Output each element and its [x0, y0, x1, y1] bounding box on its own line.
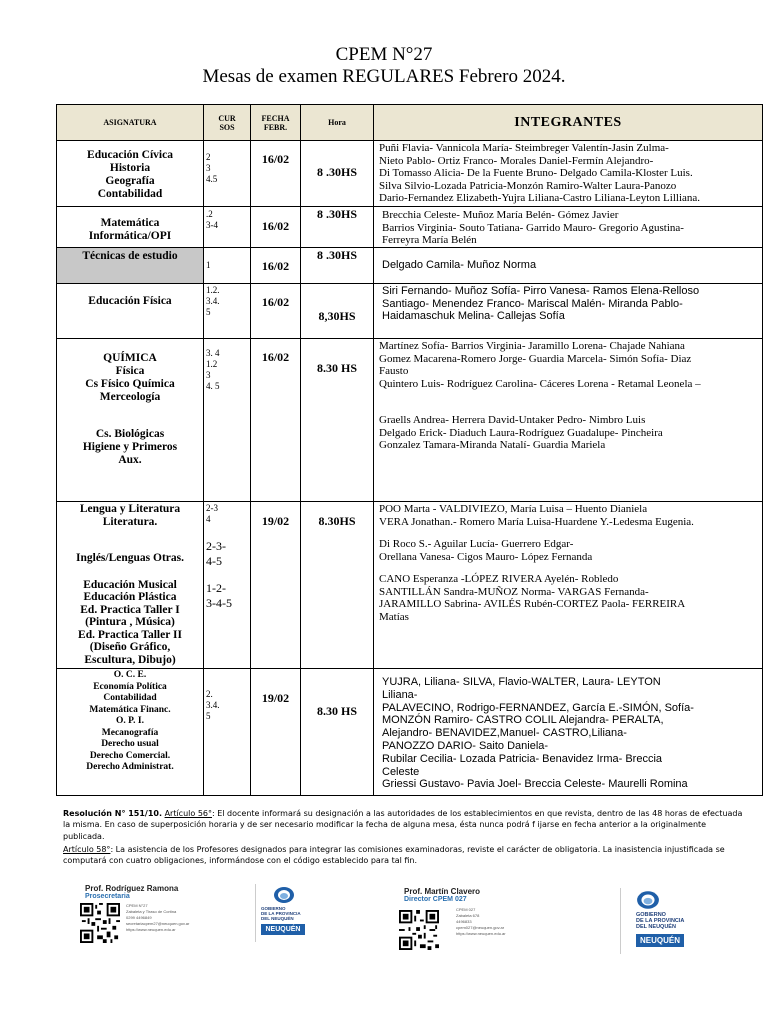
cursos-cell: 2 3 4.5: [204, 141, 251, 207]
members-cell: Brecchia Celeste- Muñoz María Belén- Gómez Javier Barrios Virginia- Souto Tatiana- Garrido Mauro- Gregorio Agustina- Ferreyra María Belén: [374, 207, 763, 248]
fecha-cell: 16/02: [251, 339, 301, 502]
signature-role: Prosecretaria: [85, 893, 130, 900]
table-row: [57, 669, 763, 796]
members-cell: POO Marta - VALDIVIEZO, María Luisa – Huento Dianiela VERA Jonathan.- Romero María Luisa-Huardene Y.-Ledesma Eugenia. Di Roco S.- Aguilar Lucía- Guerrero Edgar- Orellana Vanesa- Cigos Mauro- López Fernanda CANO Esperanza -LÓPEZ RIVERA Ayelén- Robledo SANTILLÁN Sandra-MUÑOZ Norma- VARGAS Fernanda- JARAMILLO Sabrina- AVILÉS Rubén-CORTEZ Paola- FERREIRA Matías: [374, 502, 763, 669]
subject-cell: Matemática Informática/OPI: [57, 207, 204, 248]
header-integrantes: INTEGRANTES: [374, 105, 763, 141]
document-subtitle: Mesas de examen REGULARES Febrero 2024.: [202, 66, 566, 87]
subject-cell: Educación Cívica Historia Geografía Contabilidad: [57, 141, 204, 207]
header-hora: Hora: [301, 105, 374, 141]
fecha-cell: 19/02: [251, 502, 301, 669]
hora-cell: 8 .30HS: [301, 207, 374, 248]
document-title: CPEM N°27: [335, 44, 433, 65]
signature-info-2: CPEM 027 Zabaleta 678 4496833 cpem027@neuquen.gov.ar https://www.neuquen.edu.ar: [456, 907, 506, 936]
hora-cell: 8 .30HS: [301, 248, 374, 284]
signature-info-1: CPEM N°27 Zabaleta y Tiraso de Cortina 0299 4496849 secretariacpem27@neuquen.gov.ar https://www.neuquen.edu.ar: [126, 903, 190, 932]
signature-block-1: [85, 884, 178, 900]
table-row: [57, 207, 763, 248]
fecha-cell: 16/02: [251, 141, 301, 207]
table-row: [57, 248, 763, 284]
subject-cell: Educación Física: [57, 284, 204, 339]
subject-cell: QUÍMICA Física Cs Físico Química Merceología Cs. Biológicas Higiene y Primeros Aux.: [57, 339, 204, 502]
hora-cell: 8.30 HS: [301, 669, 374, 796]
table-row: [57, 339, 763, 502]
hora-cell: 8,30HS: [301, 284, 374, 339]
signature-role: Director CPEM 027: [404, 896, 467, 903]
cursos-cell: 3. 4 1.2 3 4. 5: [204, 339, 251, 502]
header-asignatura: ASIGNATURA: [57, 105, 204, 141]
cursos-cell: 1.2. 3.4. 5: [204, 284, 251, 339]
table-row: [57, 284, 763, 339]
fecha-cell: 16/02: [251, 207, 301, 248]
shield-icon: [273, 886, 295, 904]
resolution-article-56: Resolución N° 151/10. Artículo 56°: El docente informará su designación a las autoridades de los establecimientos en que revista, dentro de las 48 horas de efectuada la misma. En caso de superposición horaria y de ser necesario modificar la fecha de alguna mesa, ésta nunca podrá f ijarse en fecha anterior a la originalmente publicada.: [63, 809, 743, 841]
signature-name: Prof. Rodríguez Ramona: [85, 884, 179, 893]
hora-cell: 8 .30HS: [301, 141, 374, 207]
gobierno-neuquen-logo: GOBIERNO DE LA PROVINCIA DEL NEUQUÉN NEUQUÉN: [616, 888, 688, 958]
hora-cell: 8.30 HS: [301, 339, 374, 502]
cursos-cell: .2 3-4: [204, 207, 251, 248]
signature-block-2: [404, 887, 480, 903]
subject-cell: O. C. E. Economía Política Contabilidad Matemática Financ. O. P. I. Mecanografía Derecho usual Derecho Comercial. Derecho Administrat.: [57, 669, 204, 796]
shield-icon: [636, 890, 660, 910]
subject-cell: Lengua y Literatura Literatura. Inglés/Lenguas Otras. Educación Musical Educación Plástica Ed. Practica Taller I (Pintura , Música) Ed. Practica Taller II (Diseño Gráfico, Escultura, Dibujo): [57, 502, 204, 669]
members-cell: Delgado Camila- Muñoz Norma: [374, 248, 763, 284]
exam-table: [56, 104, 763, 796]
table-row: [57, 141, 763, 207]
gobierno-neuquen-logo: GOBIERNO DE LA PROVINCIA DEL NEUQUÉN NEUQUÉN: [253, 884, 315, 946]
cursos-cell: 1: [204, 248, 251, 284]
fecha-cell: 16/02: [251, 284, 301, 339]
members-cell: YUJRA, Liliana- SILVA, Flavio-WALTER, Laura- LEYTON Liliana- PALAVECINO, Rodrigo-FERNANDEZ, García E.-SIMÓN, Sofía- MONZÓN Ramiro- CASTRO COLIL Alejandra- PERALTA, Alejandro- BENAVIDEZ,Manuel- CASTRO,Liliana- PANOZZO DARIO- Saito Daniela- Rubilar Cecilia- Lozada Patricia- Benavidez Irma- Breccia Celeste Griessi Gustavo- Pavia Joel- Breccia Celeste- Maurelli Romina: [374, 669, 763, 796]
subject-cell: Técnicas de estudio: [57, 248, 204, 284]
cursos-cell: 2-3 4 2-3- 4-5 1-2- 3-4-5: [204, 502, 251, 669]
members-cell: Siri Fernando- Muñoz Sofía- Pirro Vanesa- Ramos Elena-Relloso Santiago- Menendez Franco- Mariscal Malén- Miranda Pablo- Haidamaschuk Melina- Callejas Sofía: [374, 284, 763, 339]
resolution-article-58: Artículo 58°: La asistencia de los Profesores designados para integrar las comisiones examinadoras, reviste el carácter de obligatoria. La inasistencia injustificada se computará con cuatro obligaciones, informándose con el código establecido para tal fin.: [63, 845, 725, 866]
header-cursos: CUR SOS: [204, 105, 251, 141]
table-row: [57, 502, 763, 669]
members-cell: Martínez Sofía- Barrios Virginia- Jaramillo Lorena- Chajade Nahiana Gomez Macarena-Romero Jorge- Guardia Marcela- Simón Sofía- Diaz Fausto Quintero Luis- Rodríguez Carolina- Cáceres Lorena - Retamal Leonela – Graells Andrea- Herrera David-Untaker Pedro- Nimbro Luis Delgado Erick- Diaduch Laura-Rodríguez Guadalupe- Pincheira Gonzalez Tamara-Miranda Natalí- Guardia Mariela: [374, 339, 763, 502]
header-fecha: FECHA FEBR.: [251, 105, 301, 141]
cursos-cell: 2. 3.4. 5: [204, 669, 251, 796]
signature-name: Prof. Martín Clavero: [404, 887, 481, 896]
members-cell: Puñi Flavia- Vannicola María- Steimbreger Valentín-Jasin Zulma- Nieto Pablo- Ortiz Franco- Morales Daniel-Fermín Alejandro- Di Tomasso Alicia- De la Fuente Bruno- Delgado Camila-Kloster Luis. Silva Silvio-Lozada Patricia-Monzón Ramiro-Walter Laura-Panozo Dario-Fernandez Elizabeth-Yujra Liliana-Castro Liliana-Leyton Lilliana.: [374, 141, 763, 207]
fecha-cell: 16/02: [251, 248, 301, 284]
qr-code-icon: [399, 910, 439, 950]
table-header-row: [57, 105, 763, 141]
hora-cell: 8.30HS: [301, 502, 374, 669]
fecha-cell: 19/02: [251, 669, 301, 796]
qr-code-icon: [80, 903, 120, 943]
